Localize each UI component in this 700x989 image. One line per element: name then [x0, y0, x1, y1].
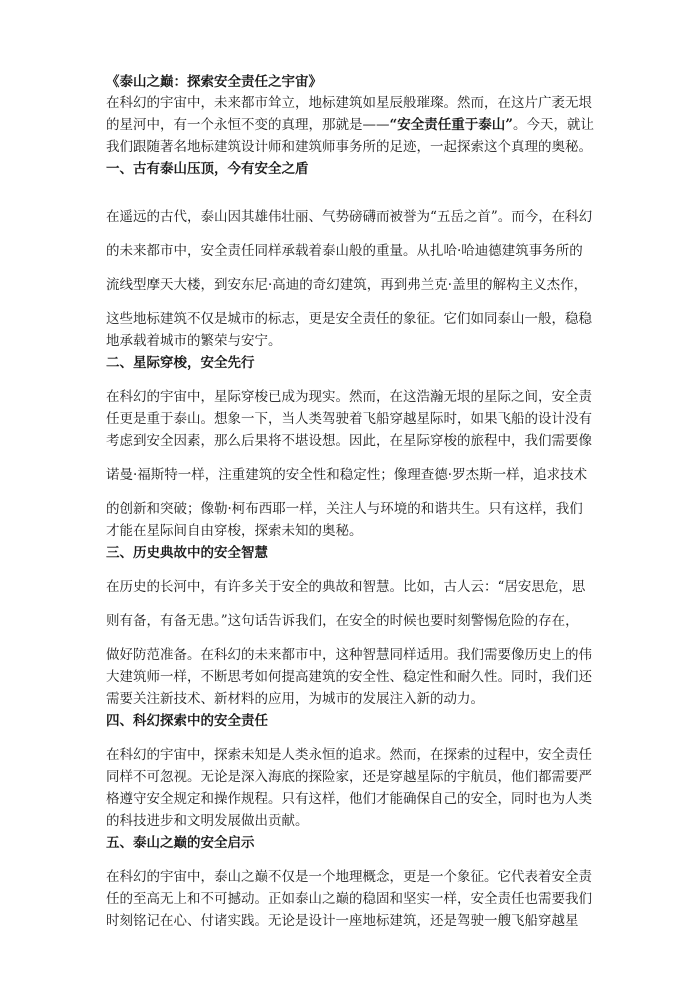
section-4-line: 在科幻的宇宙中，探索未知是人类永恒的追求。然而，在探索的过程中，安全责任	[106, 747, 592, 763]
section-1-line: 地承载着城市的繁荣与安宁。	[106, 333, 282, 349]
section-3-line: 则有备，有备无患。”这句话告诉我们，在安全的时候也要时刻警惕危险的存在，	[106, 613, 579, 629]
section-4-line: 的科技进步和文明发展做出贡献。	[106, 813, 309, 829]
section-2-line: 任更是重于泰山。想象一下，当人类驾驶着飞船穿越星际时，如果飞船的设计没有	[106, 411, 592, 427]
section-3-line: 做好防范准备。在科幻的未来都市中，这种智慧同样适用。我们需要像历史上的伟	[106, 647, 592, 663]
section-2-line: 才能在星际间自由穿梭，探索未知的奥秘。	[106, 523, 363, 539]
section-2-line: 的创新和突破；像勒·柯布西耶一样，关注人与环境的和谐共生。只有这样，我们	[106, 501, 583, 517]
emphasis-phrase: “安全责任重于泰山”	[389, 117, 514, 133]
section-3-line: 需要关注新技术、新材料的应用，为城市的发展注入新的动力。	[106, 691, 484, 707]
section-1-line: 流线型摩天大楼，到安东尼·高迪的奇幻建筑，再到弗兰克·盖里的解构主义杰作，	[106, 277, 588, 293]
section-5-line: 任的至高无上和不可撼动。正如泰山之巅的稳固和坚实一样，安全责任也需要我们	[106, 891, 592, 907]
section-4-line: 同样不可忽视。无论是深入海底的探险家，还是穿越星际的宇航员，他们都需要严	[106, 769, 592, 785]
section-2-line: 诺曼·福斯特一样，注重建筑的安全性和稳定性；像理查德·罗杰斯一样，追求技术	[106, 467, 588, 483]
section-3-line: 在历史的长河中，有许多关于安全的典故和智慧。比如，古人云：“居安思危，思	[106, 579, 586, 595]
section-5-line: 时刻铭记在心、付诸实践。无论是设计一座地标建筑，还是驾驶一艘飞船穿越星	[106, 913, 579, 929]
intro-line-3: 我们跟随著名地标建筑设计师和建筑师事务所的足迹，一起探索这个真理的奥秘。	[106, 139, 592, 155]
section-heading-3: 三、历史典故中的安全智慧	[106, 545, 268, 561]
intro-line-2: 的星河中，有一个永恒不变的真理，那就是——“安全责任重于泰山”。今天，就让	[106, 117, 595, 133]
document-content	[106, 72, 598, 932]
section-heading-2: 二、星际穿梭，安全先行	[106, 355, 255, 371]
section-heading-5: 五、泰山之巅的安全启示	[106, 835, 255, 851]
document-title: 《泰山之巅：探索安全责任之宇宙》	[106, 74, 322, 90]
section-1-line: 的未来都市中，安全责任同样承载着泰山般的重量。从扎哈·哈迪德建筑事务所的	[106, 243, 583, 259]
intro-line-1: 在科幻的宇宙中，未来都市耸立，地标建筑如星辰般璀璨。然而，在这片广袤无垠	[106, 95, 592, 111]
section-5-line: 在科幻的宇宙中，泰山之巅不仅是一个地理概念，更是一个象征。它代表着安全责	[106, 869, 592, 885]
section-3-line: 大建筑师一样，不断思考如何提高建筑的安全性、稳定性和耐久性。同时，我们还	[106, 669, 592, 685]
section-1-line: 这些地标建筑不仅是城市的标志，更是安全责任的象征。它们如同泰山一般，稳稳	[106, 311, 592, 327]
section-heading-1: 一、古有泰山压顶，今有安全之盾	[106, 161, 309, 177]
section-1-line: 在遥远的古代，泰山因其雄伟壮丽、气势磅礴而被誉为“五岳之首”。而今，在科幻	[106, 209, 593, 225]
section-2-line: 在科幻的宇宙中，星际穿梭已成为现实。然而，在这浩瀚无垠的星际之间，安全责	[106, 389, 592, 405]
section-2-line: 考虑到安全因素，那么后果将不堪设想。因此，在星际穿梭的旅程中，我们需要像	[106, 433, 592, 449]
section-4-line: 格遵守安全规定和操作规程。只有这样，他们才能确保自己的安全，同时也为人类	[106, 791, 592, 807]
section-heading-4: 四、科幻探索中的安全责任	[106, 713, 268, 729]
